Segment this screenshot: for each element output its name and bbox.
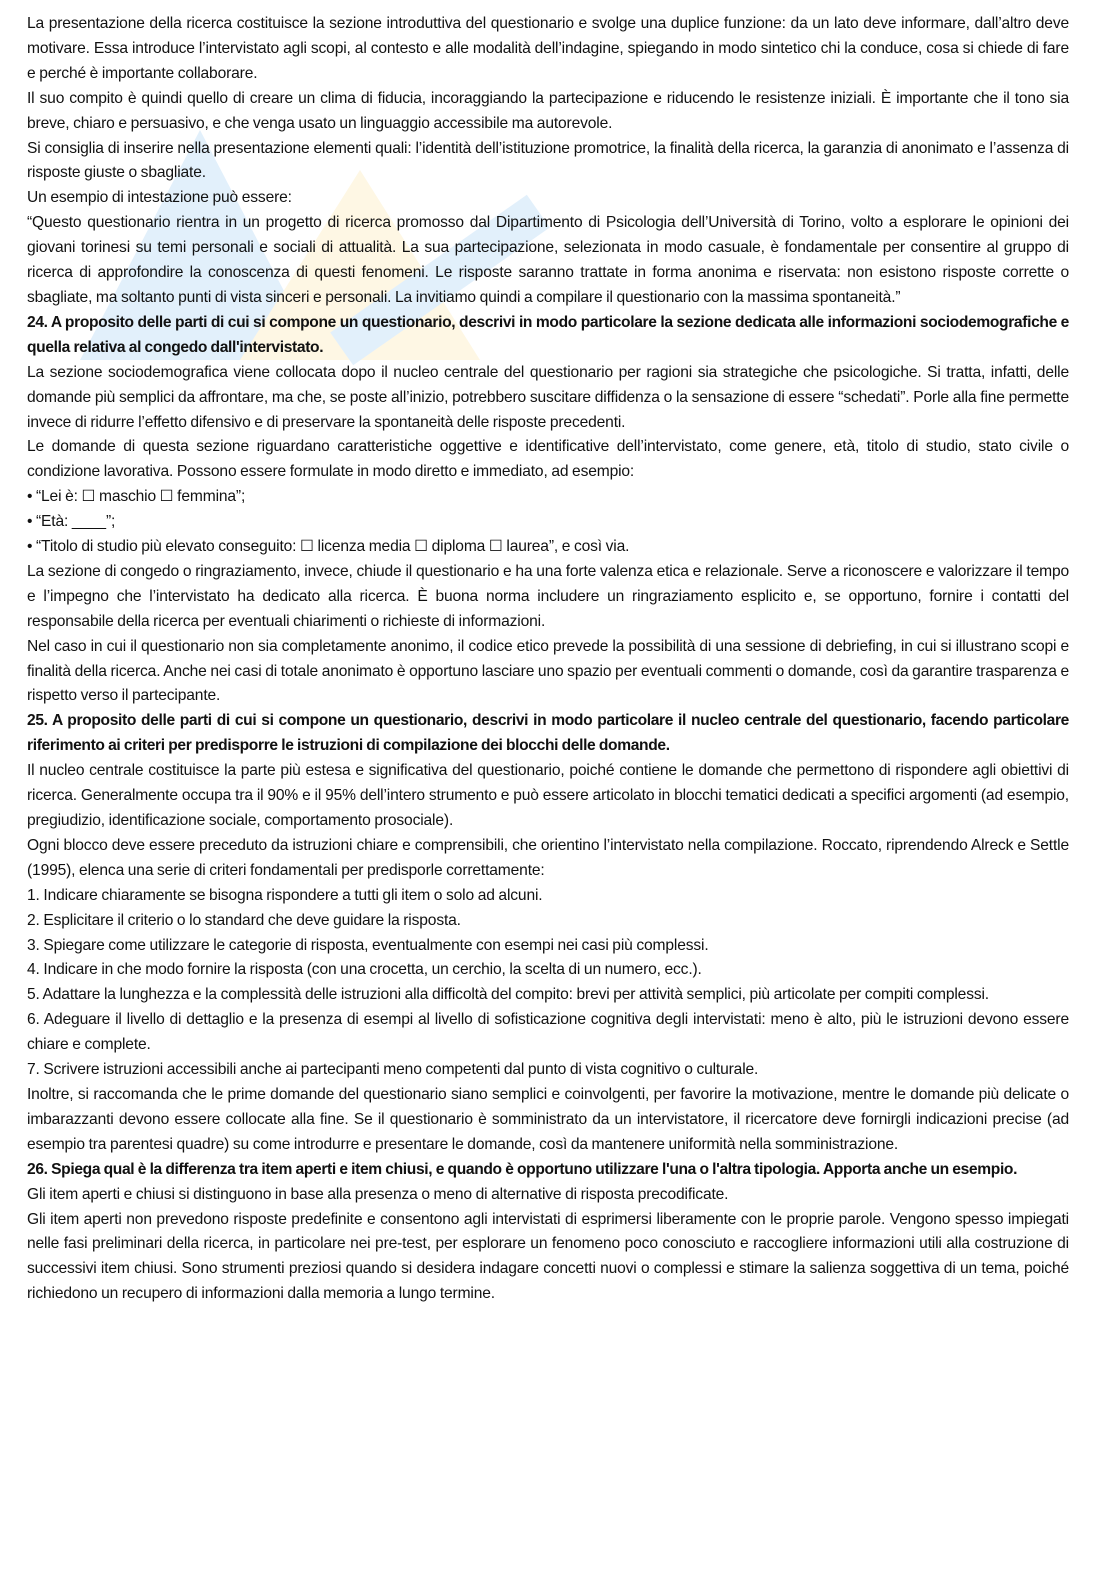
numbered-item: 1. Indicare chiaramente se bisogna rispondere a tutti gli item o solo ad alcuni. — [27, 886, 543, 904]
document-page — [27, 12, 1069, 1307]
numbered-item: 4. Indicare in che modo fornire la risposta (con una crocetta, un cerchio, la scelta di un numero, ecc.). — [27, 961, 702, 979]
paragraph: “Questo questionario rientra in un progetto di ricerca promosso dal Dipartimento di Psicologia dell’Università di Torino, volto a esplorare le opinioni dei giovani torinesi su temi personali e sociali di attualità. La sua partecipazione, selezionata in modo casuale, è fondamentale per consentire al gruppo di ricerca di approfondire la conoscenza di questi fenomeni. Le risposte saranno trattate in forma anonima e riservata: non esistono risposte corrette o sbagliate, ma soltanto punti di vista sinceri e personali. La invitiamo quindi a compilare il questionario con la massima spontaneità.” — [27, 214, 1069, 306]
paragraph: Ogni blocco deve essere preceduto da istruzioni chiare e comprensibili, che orientino l’intervistato nella compilazione. Roccato, riprendendo Alreck e Settle (1995), elenca una serie di criteri fondamentali per predisporle correttamente: — [27, 836, 1069, 879]
paragraph: 6. Adeguare il livello di dettaglio e la presenza di esempi al livello di sofisticazione cognitiva degli intervistati: meno è alto, più le istruzioni devono essere chiare e complete. — [27, 1011, 1069, 1054]
numbered-item: 3. Spiegare come utilizzare le categorie di risposta, eventualmente con esempi nei casi più complessi. — [27, 936, 709, 954]
paragraph: Nel caso in cui il questionario non sia completamente anonimo, il codice etico prevede la possibilità di una sessione di debriefing, in cui si illustrano scopi e finalità della ricerca. Anche nei casi di totale anonimato è opportuno lasciare uno spazio per eventuali commenti o domande, così da garantire trasparenza e rispetto verso il partecipante. — [27, 637, 1069, 705]
paragraph: Un esempio di intestazione può essere: — [27, 189, 292, 207]
bullet-item: • “Titolo di studio più elevato conseguito: ☐ licenza media ☐ diploma ☐ laurea”, e così via. — [27, 538, 630, 556]
paragraph: Gli item aperti e chiusi si distinguono in base alla presenza o meno di alternative di risposta precodificate. — [27, 1185, 729, 1203]
paragraph: Si consiglia di inserire nella presentazione elementi quali: l’identità dell’istituzione promotrice, la finalità della ricerca, la garanzia di anonimato e l’assenza di risposte giuste o sbagliate. — [27, 139, 1069, 182]
bullet-item: • “Età: ____”; — [27, 513, 116, 531]
paragraph: Gli item aperti non prevedono risposte predefinite e consentono agli intervistati di esprimersi liberamente con le proprie parole. Vengono spesso impiegati nelle fasi preliminari della ricerca, in particolare nei pre-test, per esplorare un fenomeno poco conosciuto e raccogliere informazioni utili alla costruzione di successivi item chiusi. Sono strumenti preziosi quando si desidera indagare concetti nuovi o complessi e stimare la salienza soggettiva di un tema, poiché richiedono un recupero di informazioni dalla memoria a lungo termine. — [27, 1210, 1069, 1303]
numbered-item: 2. Esplicitare il criterio o lo standard che deve guidare la risposta. — [27, 911, 461, 929]
paragraph: Il nucleo centrale costituisce la parte più estesa e significativa del questionario, poiché contiene le domande che permettono di rispondere agli obiettivi di ricerca. Generalmente occupa tra il 90% e il 95% dell’intero strumento e può essere articolato in blocchi tematici dedicati a specifici argomenti (ad esempio, pregiudizio, identificazione sociale, comportamento prosociale). — [27, 762, 1069, 829]
paragraph: Il suo compito è quindi quello di creare un clima di fiducia, incoraggiando la partecipazione e riducendo le resistenze iniziali. È importante che il tono sia breve, chiaro e persuasivo, e che venga usato un linguaggio accessibile ma autorevole. — [27, 89, 1069, 132]
paragraph: La presentazione della ricerca costituisce la sezione introduttiva del questionario e svolge una duplice funzione: da un lato deve informare, dall’altro deve motivare. Essa introduce l’intervistato agli scopi, al contesto e alle modalità dell’indagine, spiegando in modo sintetico chi la conduce, cosa si chiede di fare e perché è importante collaborare. — [27, 15, 1069, 82]
paragraph: La sezione di congedo o ringraziamento, invece, chiude il questionario e ha una forte valenza etica e relazionale. Serve a riconoscere e valorizzare il tempo e l’impegno che l’intervistato ha dedicato alla ricerca. È buona norma includere un ringraziamento esplicito e, se opportuno, fornire i contatti del responsabile della ricerca per eventuali chiarimenti o richieste di informazioni. — [27, 562, 1069, 630]
numbered-item: 7. Scrivere istruzioni accessibili anche ai partecipanti meno competenti dal punto di vista cognitivo o culturale. — [27, 1061, 759, 1079]
paragraph: Le domande di questa sezione riguardano caratteristiche oggettive e identificative dell’intervistato, come genere, età, titolo di studio, stato civile o condizione lavorativa. Possono essere formulate in modo diretto e immediato, ad esempio: — [27, 438, 1069, 481]
bullet-item: • “Lei è: ☐ maschio ☐ femmina”; — [27, 488, 246, 506]
question-heading: 26. Spiega qual è la differenza tra item aperti e item chiusi, e quando è opportuno utilizzare l'una o l'altra tipologia. Apporta anche un esempio. — [27, 1160, 1018, 1178]
paragraph: 5. Adattare la lunghezza e la complessità delle istruzioni alla difficoltà del compito: brevi per attività semplici, più articolate per compiti complessi. — [27, 986, 989, 1004]
question-heading: 24. A proposito delle parti di cui si compone un questionario, descrivi in modo particolare la sezione dedicata alle informazioni sociodemografiche e quella relativa al congedo dall'intervistato. — [27, 313, 1069, 356]
question-heading: 25. A proposito delle parti di cui si compone un questionario, descrivi in modo particolare il nucleo centrale del questionario, facendo particolare riferimento ai criteri per predisporre le istruzioni di compilazione dei blocchi delle domande. — [27, 712, 1069, 755]
paragraph: La sezione sociodemografica viene collocata dopo il nucleo centrale del questionario per ragioni sia strategiche che psicologiche. Si tratta, infatti, delle domande più semplici da affrontare, ma che, se poste all’inizio, potrebbero suscitare diffidenza o la sensazione di essere “schedati”. Porle alla fine permette invece di ridurre l’effetto difensivo e di preservare la spontaneità delle risposte precedenti. — [27, 363, 1069, 431]
paragraph: Inoltre, si raccomanda che le prime domande del questionario siano semplici e coinvolgenti, per favorire la motivazione, mentre le domande più delicate o imbarazzanti devono essere collocate alla fine. Se il questionario è somministrato da un intervistatore, il ricercatore deve fornirgli indicazioni precise (ad esempio tra parentesi quadre) su come introdurre e presentare le domande, così da mantenere uniformità nella somministrazione. — [27, 1085, 1069, 1153]
